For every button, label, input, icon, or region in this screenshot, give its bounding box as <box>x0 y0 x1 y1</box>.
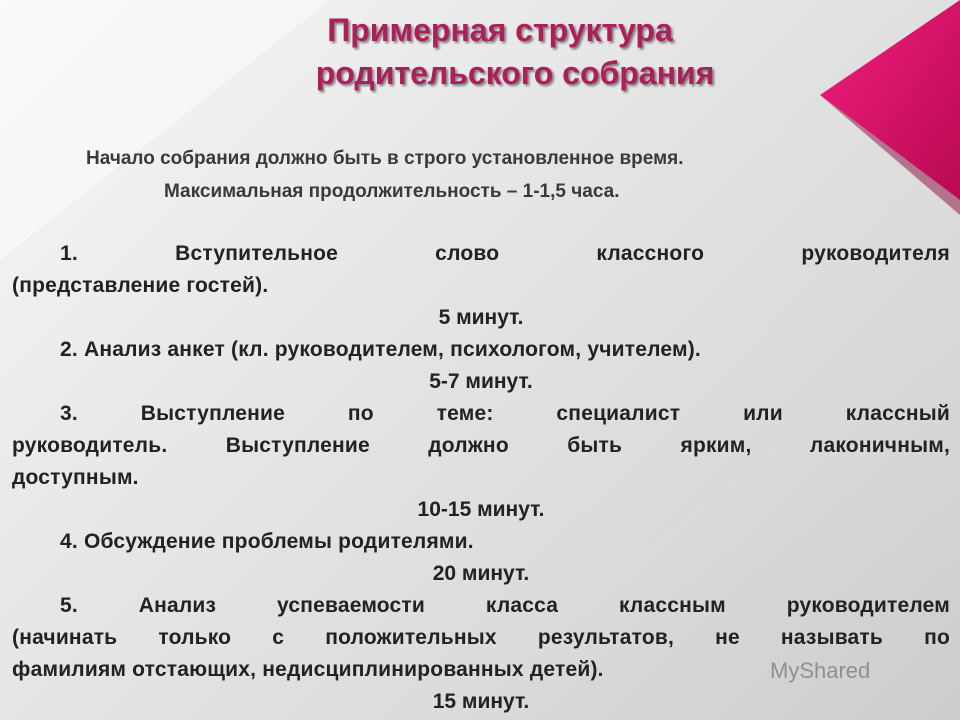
item-3-line-2: руководитель. Выступление должно быть ярким, лаконичным, <box>12 434 950 457</box>
item-1-time: 5 минут. <box>438 306 524 329</box>
item-4-time: 20 минут. <box>432 562 530 585</box>
title-line-2: родительского собрания <box>315 55 715 91</box>
item-2-time: 5-7 минут. <box>429 370 533 393</box>
item-4-line-1: 4. Обсуждение проблемы родителями. <box>60 530 474 553</box>
item-1-line-1: 1. Вступительное слово классного руководителя <box>60 242 950 265</box>
intro-line-2: Максимальная продолжительность – 1-1,5 часа. <box>164 181 620 202</box>
item-2-line-1: 2. Анализ анкет (кл. руководителем, психологом, учителем). <box>60 338 701 361</box>
pink-triangle-shape <box>820 0 960 200</box>
item-5-line-2: (начинать только с положительных результатов, не называть по <box>12 626 950 649</box>
intro-line-1: Начало собрания должно быть в строго установленное время. <box>86 148 684 169</box>
item-3-line-3: доступным. <box>12 466 139 489</box>
item-5-line-3: фамилиям отстающих, недисциплинированных детей). <box>12 658 604 681</box>
item-3-time: 10-15 минут. <box>417 498 545 521</box>
title-line-1: Примерная структура <box>327 12 673 48</box>
item-5-line-1: 5. Анализ успеваемости класса классным руководителем <box>60 594 950 617</box>
item-1-line-2: (представление гостей). <box>12 274 269 297</box>
item-3-line-1: 3. Выступление по теме: специалист или классный <box>60 402 950 425</box>
watermark-logo: MyShared <box>770 658 871 683</box>
agenda-list <box>12 238 950 718</box>
item-5-time: 15 минут. <box>432 690 530 713</box>
